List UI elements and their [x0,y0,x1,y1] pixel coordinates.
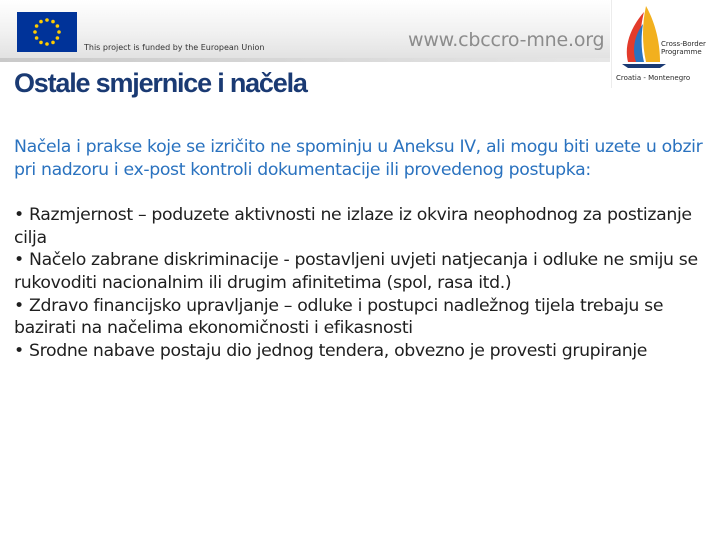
programme-logo [611,0,718,88]
bullet-item: • Srodne nabave postaju dio jednog tendera, obvezno je provesti grupiranje [14,340,648,361]
header-divider [0,58,610,62]
intro-paragraph: Načela i prakse koje se izričito ne spominju u Aneksu IV, ali mogu biti uzete u obzir pri nadzoru i ex-post kontroli dokumentacije ili provedenog postupka: [14,137,703,180]
eu-funding-notice: This project is funded by the European Union [84,43,265,52]
logo-subtitle: Croatia - Montenegro [616,74,691,82]
sailboat-logo-icon [616,4,674,70]
bullet-item: • Načelo zabrane diskriminacije - postavljeni uvjeti natjecanja i odluke ne smiju se rukovoditi nacionalnim ili drugim afinitetima (spol, rasa itd.) [14,250,698,293]
bullet-item: • Razmjernost – poduzete aktivnosti ne izlaze iz okvira neophodnog za postizanje cilja [14,205,692,248]
logo-title: Cross-Border Programme [661,40,706,56]
slide-body [14,136,704,362]
website-url[interactable]: www.cbccro-mne.org [408,29,605,51]
eu-flag-icon [17,12,77,52]
slide-title: Ostale smjernice i načela [14,68,307,98]
bullet-item: • Zdravo financijsko upravljanje – odluke i postupci nadležnog tijela trebaju se bazirati na načelima ekonomičnosti i efikasnosti [14,295,664,339]
bullet-list [14,204,704,362]
